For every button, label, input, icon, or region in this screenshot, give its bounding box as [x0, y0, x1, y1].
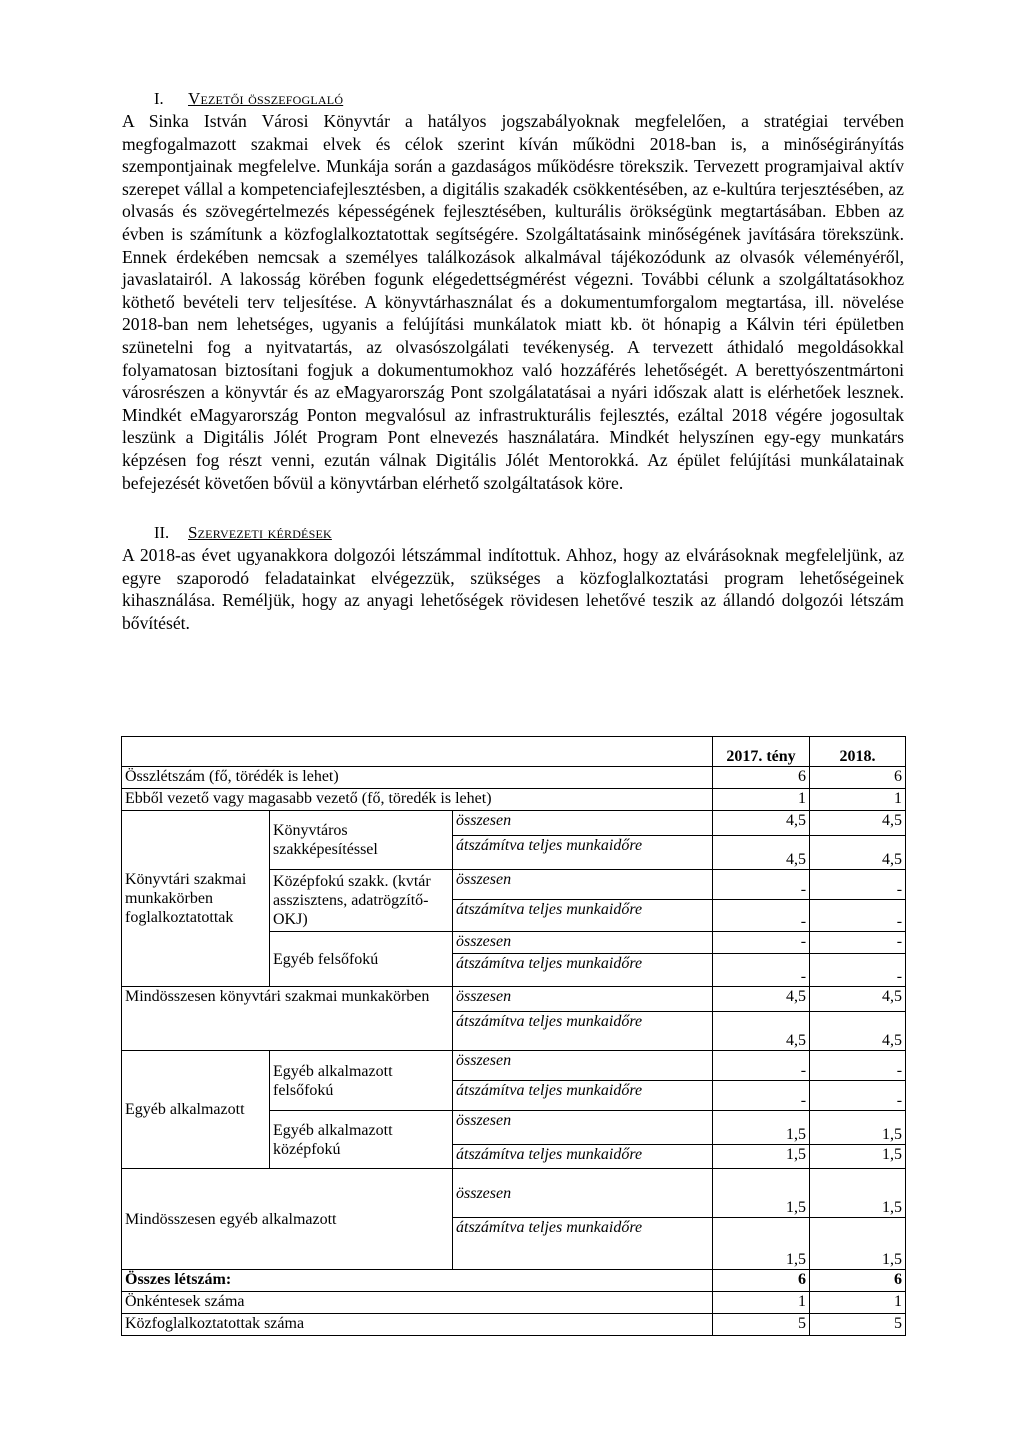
value-2018: -	[810, 1051, 906, 1081]
staff-table	[121, 736, 906, 1336]
library-group-label: Könyvtári szakmai munkakörben foglalkoztatottak	[122, 811, 270, 987]
grand-total-label: Összes létszám:	[122, 1270, 713, 1292]
value-2017: 1,5	[713, 1218, 810, 1270]
value-2017: 6	[713, 767, 810, 789]
table-row	[122, 811, 906, 836]
table-row	[122, 1270, 906, 1292]
other-secondary-applied-label: Egyéb alkalmazott középfokú	[270, 1111, 453, 1169]
value-2017: 1,5	[713, 1169, 810, 1218]
value-2017: -	[713, 1051, 810, 1081]
value-2017: 4,5	[713, 836, 810, 870]
secondary-label: Középfokú szakk. (kvtár asszisztens, adatrögzítő-OKJ)	[270, 870, 453, 932]
fte-label: átszámítva teljes munkaidőre	[453, 836, 713, 870]
fte-label: átszámítva teljes munkaidőre	[453, 954, 713, 987]
value-2018: 1,5	[810, 1111, 906, 1145]
value-2017: 4,5	[713, 1012, 810, 1051]
total-label: összesen	[453, 1169, 713, 1218]
section-title: Vezetői összefoglaló	[188, 89, 344, 108]
table-row	[122, 1051, 906, 1081]
total-label: összesen	[453, 811, 713, 836]
table-row	[122, 789, 906, 811]
value-2018: 4,5	[810, 811, 906, 836]
value-2017: -	[713, 900, 810, 932]
librarian-label: Könyvtáros szakképesítéssel	[270, 811, 453, 870]
total-label: összesen	[453, 987, 713, 1012]
section-title: Szervezeti kérdések	[188, 523, 332, 543]
section-heading-1	[154, 88, 904, 110]
table-row	[122, 1314, 906, 1336]
fte-label: átszámítva teljes munkaidőre	[453, 900, 713, 932]
value-2018: 1,5	[810, 1218, 906, 1270]
table-header-row	[122, 737, 906, 767]
section-number: II.	[154, 523, 170, 543]
value-2017: 4,5	[713, 811, 810, 836]
value-2017: 1,5	[713, 1111, 810, 1145]
header-2018: 2018.	[810, 737, 906, 767]
value-2018: -	[810, 1081, 906, 1111]
value-2018: -	[810, 870, 906, 900]
fte-label: átszámítva teljes munkaidőre	[453, 1081, 713, 1111]
value-2018: 4,5	[810, 1012, 906, 1051]
value-2018: 5	[810, 1314, 906, 1336]
table-row	[122, 767, 906, 789]
value-2018: -	[810, 900, 906, 932]
value-2017: 4,5	[713, 987, 810, 1012]
fte-label: átszámítva teljes munkaidőre	[453, 1012, 713, 1051]
value-2018: 6	[810, 767, 906, 789]
value-2018: -	[810, 932, 906, 954]
header-2017: 2017. tény	[713, 737, 810, 767]
total-label: összesen	[453, 870, 713, 900]
table-cell	[122, 737, 713, 767]
value-2017: 1	[713, 789, 810, 811]
total-label: összesen	[453, 932, 713, 954]
total-library-label: Mindösszesen könyvtári szakmai munkakörben	[122, 987, 453, 1051]
value-2017: 6	[713, 1270, 810, 1292]
value-2018: 4,5	[810, 987, 906, 1012]
total-label: összesen	[453, 1111, 713, 1145]
section-heading-2	[154, 522, 904, 544]
table-row	[122, 987, 906, 1012]
value-2017: -	[713, 1081, 810, 1111]
section-2-paragraph: A 2018-as évet ugyanakkora dolgozói létszámmal indítottuk. Ahhoz, hogy az elvárásoknak megfeleljünk, az egyre szaporodó feladatainkat elvégezzük, szükséges a közfoglalkoztatási program lehetőségeinek kihasználása. Reméljük, hogy az anyagi lehetőségek rövidesen lehetővé teszik az állandó dolgozói létszám bővítését.	[122, 545, 904, 633]
other-higher-applied-label: Egyéb alkalmazott felsőfokú	[270, 1051, 453, 1111]
table-row	[122, 1292, 906, 1314]
row-label: Ebből vezető vagy magasabb vezető (fő, töredék is lehet)	[122, 789, 713, 811]
value-2018: 6	[810, 1270, 906, 1292]
value-2018: 1	[810, 789, 906, 811]
public-workers-label: Közfoglalkoztatottak száma	[122, 1314, 713, 1336]
value-2017: -	[713, 932, 810, 954]
section-number: I.	[154, 89, 164, 108]
total-other-label: Mindösszesen egyéb alkalmazott	[122, 1169, 453, 1270]
document-page	[122, 88, 904, 634]
value-2018: 1,5	[810, 1145, 906, 1169]
value-2018: 1,5	[810, 1169, 906, 1218]
value-2018: 1	[810, 1292, 906, 1314]
fte-label: átszámítva teljes munkaidőre	[453, 1218, 713, 1270]
other-higher-label: Egyéb felsőfokú	[270, 932, 453, 987]
total-label: összesen	[453, 1051, 713, 1081]
table-row	[122, 1169, 906, 1218]
section-1-paragraph: A Sinka István Városi Könyvtár a hatályos jogszabályoknak megfelelően, a stratégiai tervében megfogalmazott szakmai elvek és célok szerint kíván működni 2018-ban is, a minőségirányítás szempontjainak megfelelve. Munkája során a gazdaságos működésre törekszik. Tervezett programjaival aktív szerepet vállal a kompetenciafejlesztésben, a digitális szakadék csökkentésében, az e-kultúra terjesztésében, az olvasás és szövegértelmezés képességének fejlesztésében, kulturális örökségünk megtartásában. Ebben az évben is számítunk a közfoglalkoztatottak segítségére. Szolgáltatásaink minőségének javítására törekszünk. Ennek érdekében nemcsak a személyes találkozások alkalmával tájékozódunk az olvasók véleményéről, javaslatairól. A lakosság körében fogunk elégedettségmérést végezni. További célunk a szolgáltatásokhoz köthető bevételi terv teljesítése. A könyvtárhasználat és a dokumentumforgalom megtartása, ill. növelése 2018-ban nem lehetséges, ugyanis a felújítási munkálatok miatt kb. öt hónapig a Kálvin téri épületben szünetelni fog a nyitvatartás, az olvasószolgálati tevékenység. A tervezett áthidaló megoldásokkal folyamatosan biztosítani fogjuk a dokumentumokhoz való hozzáférés lehetőségét. A berettyószentmártoni városrészen a könyvtár és az eMagyarország Pont szolgálatatásai a nyári időszak alatt is elérhetőek lesznek. Mindkét eMagyarország Ponton megvalósul az infrastrukturális fejlesztés, ezáltal 2018 végére jogosultak leszünk a Digitális Jólét Program Pont elnevezés használatára. Mindkét helyszínen egy-egy munkatárs képzésen fog részt venni, ezután válnak Digitális Jólét Mentorokká. Az épület felújítási munkálatainak befejezését követően bővül a könyvtárban elérhető szolgáltatások köre.	[122, 111, 904, 493]
volunteers-label: Önkéntesek száma	[122, 1292, 713, 1314]
value-2017: -	[713, 954, 810, 987]
value-2018: -	[810, 954, 906, 987]
value-2017: 1	[713, 1292, 810, 1314]
value-2018: 4,5	[810, 836, 906, 870]
fte-label: átszámítva teljes munkaidőre	[453, 1145, 713, 1169]
value-2017: 5	[713, 1314, 810, 1336]
value-2017: 1,5	[713, 1145, 810, 1169]
row-label: Összlétszám (fő, törédék is lehet)	[122, 767, 713, 789]
value-2017: -	[713, 870, 810, 900]
other-group-label: Egyéb alkalmazott	[122, 1051, 270, 1169]
